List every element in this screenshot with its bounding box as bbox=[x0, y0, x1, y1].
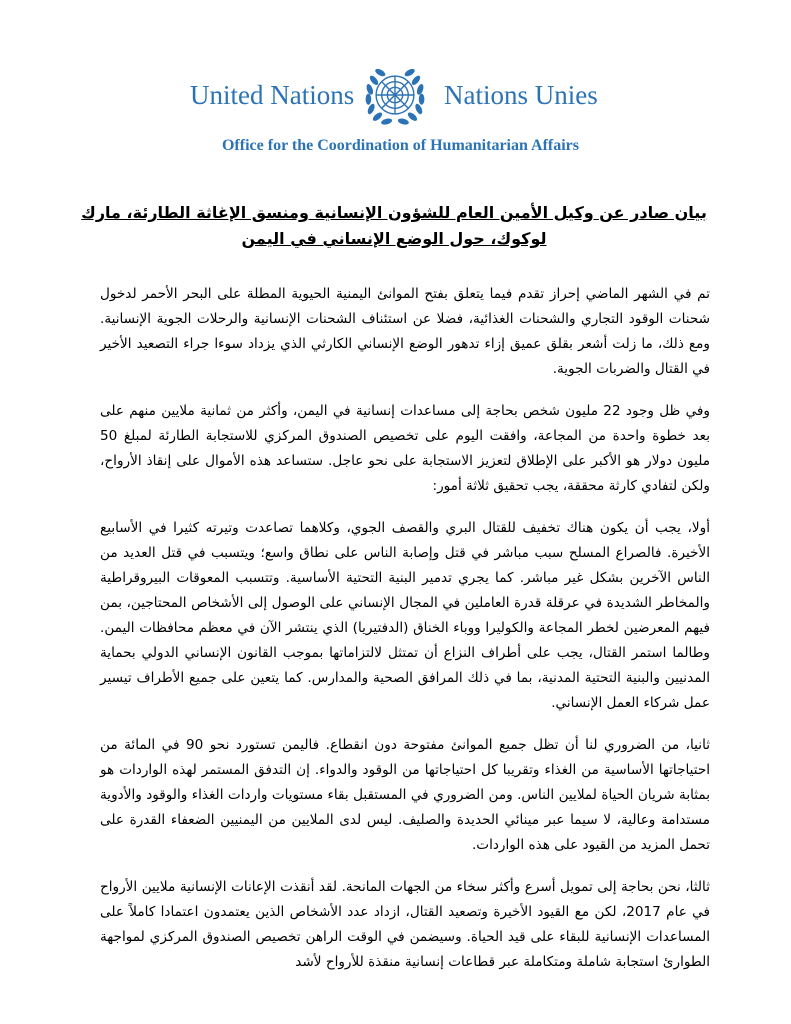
paragraph-5: ثالثا، نحن بحاجة إلى تمويل أسرع وأكثر سخاء من الجهات المانحة. لقد أنقذت الإعانات الإنسانية ملايين الأرواح في عام 2017، لكن مع القيود الأخيرة وتصعيد القتال، ازداد عدد الأشخاص الذين يعتمدون اعتمادا كاملاً على المساعدات الإنسانية للبقاء على قيد الحياة. وسيضمن في الوقت الراهن تخصيص الصندوق المركزي لمواجهة الطوارئ استجابة شاملة ومتكاملة عبر قطاعات إنسانية منقذة للأرواح لأشد bbox=[100, 879, 710, 970]
office-name-text: Office for the Coordination of Humanitarian Affairs bbox=[221, 137, 579, 154]
paragraph-4: ثانيا، من الضروري لنا أن تظل جميع الموانئ مفتوحة دون انقطاع. فاليمن تستورد نحو 90 في المائة من احتياجاتها الأساسية من الغذاء وتقريبا كل احتياجاتها من الوقود والدواء. إن التدفق المستمر لهذه الواردات هو بمثابة شريان الحياة لملايين الناس. ومن الضروري في المستقبل بقاء مستويات واردات الغذاء والوقود والأدوية مستدامة وعالية، لا سيما عبر مينائي الحديدة والصليف. ليس لدى الملايين من اليمنيين الضعفاء القدرة على تحمل المزيد من القيود على هذه الواردات. bbox=[100, 737, 710, 853]
paragraph-1: تم في الشهر الماضي إحراز تقدم فيما يتعلق بفتح الموانئ اليمنية الحيوية المطلة على البحر الأحمر لدخول شحنات الوقود التجاري والشحنات الغذائية، فضلا عن استئناف الشحنات الإنسانية والرحلات الجوية الإنسانية. ومع ذلك، ما زلت أشعر بقلق عميق إزاء تدهور الوضع الإنساني الكارثي الذي يزداد سوءا جراء التصعيد الأخير في القتال والضربات الجوية. bbox=[100, 286, 710, 377]
document-body bbox=[100, 282, 710, 992]
paragraph-3: أولا، يجب أن يكون هناك تخفيف للقتال البري والقصف الجوي، وكلاهما تصاعدت وتيرته كثيرا في الأسابيع الأخيرة. فالصراع المسلح سبب مباشر في قتل وإصابة الناس على نطاق واسع؛ ويتسبب في قتل العديد من الناس الآخرين بشكل غير مباشر. كما يجري تدمير البنية التحتية الأساسية. وتتسبب المعوقات البيروقراطية والمخاطر الشديدة في عرقلة قدرة العاملين في المجال الإنساني على الوصول إلى الأشخاص المحتاجين، بمن فيهم المعرضين لخطر المجاعة والكوليرا ووباء الخناق (الدفتيريا) الذي ينتشر الآن في معظم محافظات اليمن. وطالما استمر القتال، يجب على أطراف النزاع أن تمتثل لالتزاماتها بموجب القانون الإنساني الدولي بحماية المدنيين والبنية التحتية المدنية، بما في ذلك المرافق الصحية والمدارس. كما يتعين على جميع الأطراف تيسير عمل شركاء العمل الإنساني. bbox=[100, 520, 710, 711]
letterhead bbox=[0, 0, 791, 170]
org-name-french: Nations Unies bbox=[444, 80, 598, 110]
paragraph-2: وفي ظل وجود 22 مليون شخص بحاجة إلى مساعدات إنسانية في اليمن، وأكثر من ثمانية ملايين منهم على بعد خطوة واحدة من المجاعة، وافقت اليوم على تخصيص الصندوق المركزي للاستجابة الطارئة لمبلغ 50 مليون دولار هو الأكبر على الإطلاق لتعزيز الاستجابة على نحو عاجل. ستساعد هذه الأموال على إنقاذ الأرواح، ولكن لتفادي كارثة محققة، يجب تحقيق ثلاثة أمور: bbox=[100, 403, 710, 494]
document-title: بيان صادر عن وكيل الأمين العام للشؤون الإنسانية ومنسق الإغاثة الطارئة، مارك لوكوك، حول الوضع الإنساني في اليمن bbox=[81, 203, 707, 248]
org-name-english: United Nations bbox=[190, 80, 355, 110]
un-emblem-icon bbox=[360, 60, 430, 130]
office-name bbox=[0, 137, 791, 155]
